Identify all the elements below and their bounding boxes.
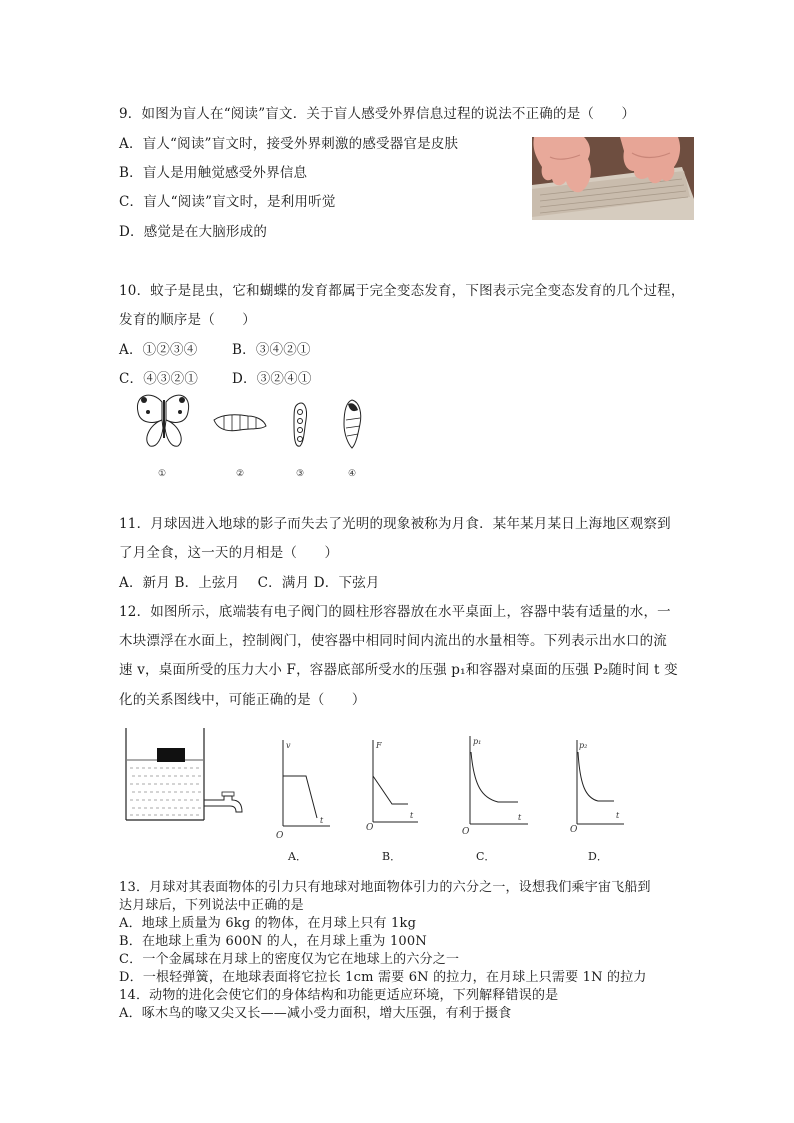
graph-b-x-label: t <box>410 811 414 820</box>
graph-b <box>366 740 418 863</box>
graph-a-y-label: v <box>286 741 291 750</box>
figure-label-2: ② <box>235 469 245 479</box>
graph-c-origin: O <box>462 827 470 837</box>
graph-d-origin: O <box>570 825 578 835</box>
graph-a <box>276 740 330 863</box>
metamorphosis-figure <box>132 390 372 485</box>
graph-d-y-label: p₂ <box>579 741 588 750</box>
figure-label-3: ③ <box>295 469 305 479</box>
eggs-drawing <box>294 403 307 446</box>
butterfly-drawing <box>137 395 188 446</box>
q10-stem-line2: 发育的顺序是（ ） <box>119 312 256 328</box>
graph-c-caption: C． <box>476 850 496 863</box>
figure-label-4: ④ <box>347 469 357 479</box>
q13-option-a: A．地球上质量为 6kg 的物体，在月球上只有 1kg <box>119 916 417 931</box>
graph-d-x-label: t <box>616 811 620 820</box>
q14-stem: 14．动物的进化会使它们的身体结构和功能更适应环境，下列解释错误的是 <box>119 988 559 1003</box>
q9-stem: 9．如图为盲人在“阅读”盲文．关于盲人感受外界信息过程的说法不正确的是（ ） <box>119 106 636 122</box>
q10-option-d: D．③②④① <box>232 371 312 387</box>
q12-line3: 速 v，桌面所受的压力大小 F，容器底部所受水的压强 p₁和容器对桌面的压强 P₂随时间 t 变 <box>119 662 678 678</box>
graph-b-y-label: F <box>376 741 382 750</box>
q13-line2: 达月球后，下列说法中正确的是 <box>119 898 304 913</box>
graph-c-y-label: p₁ <box>473 737 482 746</box>
graph-a-origin: O <box>276 831 284 841</box>
figure-label-1: ① <box>157 469 167 479</box>
q10-option-a: A．①②③④ <box>119 342 198 358</box>
q10-option-b: B．③④②① <box>232 342 311 358</box>
q12-figures <box>120 726 640 866</box>
q11-options: A．新月 B．上弦月 C．满月 D．下弦月 <box>119 575 380 591</box>
larva-drawing <box>214 415 266 431</box>
graph-d-caption: D． <box>588 850 608 863</box>
q11-stem-line1: 11．月球因进入地球的影子而失去了光明的现象被称为月食．某年某月某日上海地区观察到 <box>119 516 671 532</box>
q9-option-d: D．感觉是在大脑形成的 <box>119 224 268 240</box>
q9-option-c: C．盲人“阅读”盲文时，是利用听觉 <box>119 194 336 210</box>
q12-line2: 木块漂浮在水面上，控制阀门，使容器中相同时间内流出的水量相等。下列表示出水口的流 <box>119 633 667 649</box>
q11-stem-line2: 了月全食，这一天的月相是（ ） <box>119 545 339 561</box>
graph-d <box>570 740 624 863</box>
braille-reading-photo <box>532 137 694 220</box>
graph-c <box>462 736 528 863</box>
q9-option-a: A．盲人“阅读”盲文时，接受外界刺激的感受器官是皮肤 <box>119 136 459 152</box>
graph-c-x-label: t <box>518 813 522 822</box>
graph-b-origin: O <box>366 823 374 833</box>
graph-a-caption: A． <box>288 850 307 863</box>
q13-option-b: B．在地球上重为 600N 的人，在月球上重为 100N <box>119 934 427 949</box>
q12-line1: 12．如图所示，底端装有电子阀门的圆柱形容器放在水平桌面上，容器中装有适量的水，一 <box>119 604 671 620</box>
q10-option-c: C．④③②① <box>119 371 199 387</box>
q14-option-a: A．啄木鸟的喙又尖又长——减小受力面积，增大压强，有利于摄食 <box>119 1006 512 1021</box>
pupa-drawing <box>344 400 361 448</box>
graph-a-x-label: t <box>320 816 324 825</box>
q13-option-c: C．一个金属球在月球上的密度仅为它在地球上的六分之一 <box>119 952 460 967</box>
q13-line1: 13．月球对其表面物体的引力只有地球对地面物体引力的六分之一，设想我们乘宇宙飞船到 <box>119 880 651 895</box>
graph-b-caption: B． <box>382 850 402 863</box>
q10-stem-line1: 10．蚊子是昆虫，它和蝴蝶的发育都属于完全变态发育，下图表示完全变态发育的几个过程， <box>119 283 685 299</box>
q12-line4: 化的关系图线中，可能正确的是（ ） <box>119 692 366 708</box>
q9-option-b: B．盲人是用触觉感受外界信息 <box>119 165 308 181</box>
container-diagram <box>126 728 242 820</box>
q13-option-d: D．一根轻弹簧，在地球表面将它拉长 1cm 需要 6N 的拉力，在月球上只需要 1N 的拉力 <box>119 970 647 985</box>
